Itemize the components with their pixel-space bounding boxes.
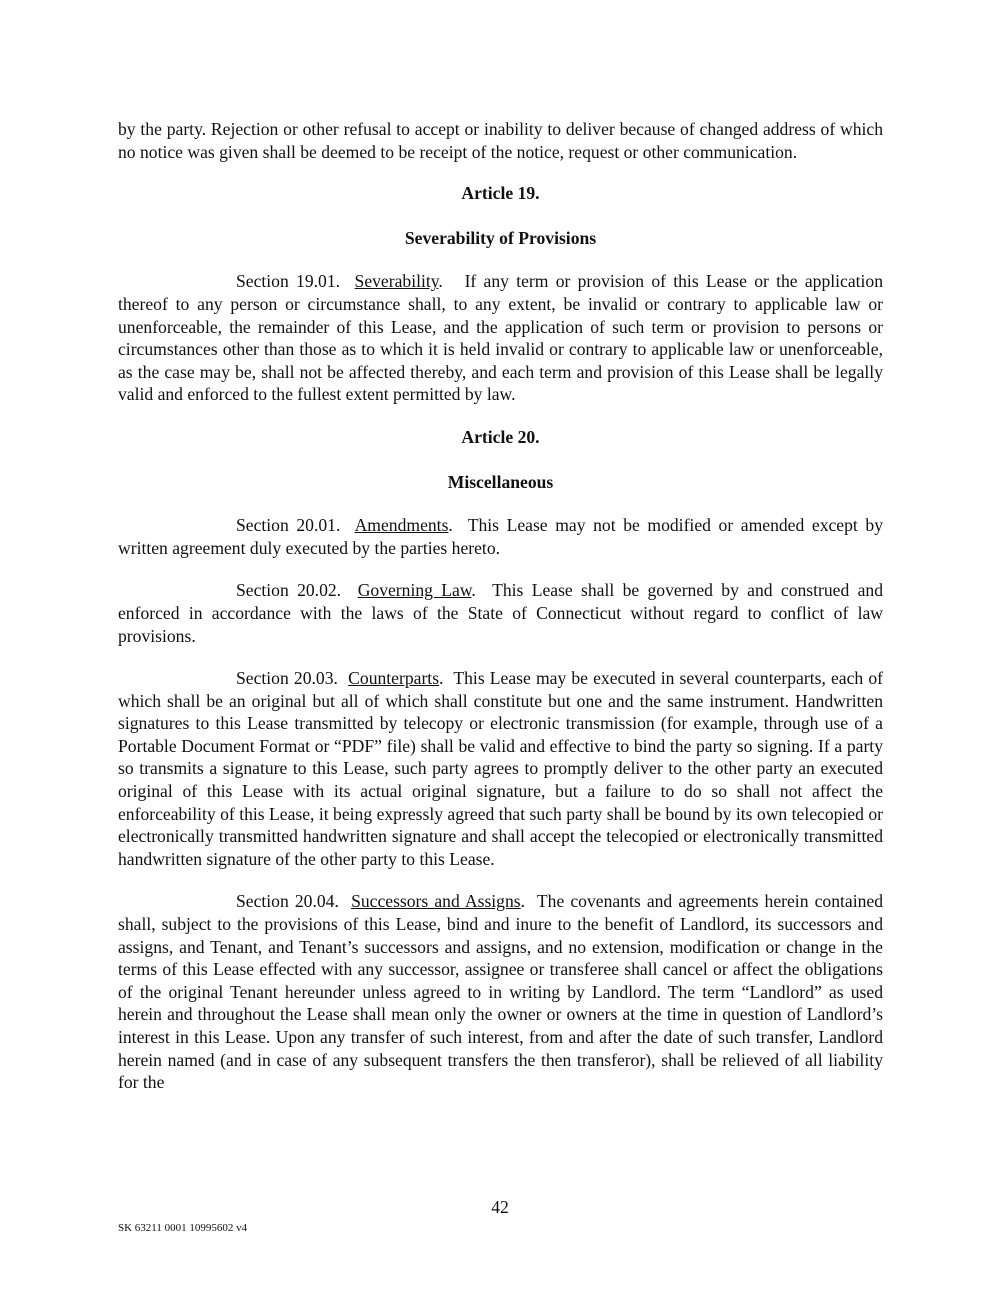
section-body: If any term or provision of this Lease or the application thereof to any person or circumstance shall, to any extent, be invalid or contrary to applicable law or unenforceable, the remainder of this Lease, and the application of such term or provision to persons or circumstances other than those as to which it is held invalid or contrary to applicable law or unenforceable, as the case may be, shall not be affected thereby, and each term and provision of this Lease shall be legally valid and enforced to the fullest extent permitted by law.: [118, 271, 884, 405]
section-20-01: Section 20.01. Amendments. This Lease may not be modified or amended except by written agreement duly executed by the parties hereto.: [118, 515, 883, 558]
section-heading-governing-law: Governing Law: [357, 580, 472, 601]
section-prefix: Section 20.03.: [236, 668, 338, 689]
section-20-03: Section 20.03. Counterparts. This Lease may be executed in several counterparts, each of which shall be an original but all of which shall constitute but one and the same instrument. Handwritten signatures to this Lease transmitted by telecopy or electronic transmission (for example, through use of a Portable Document Format or “PDF” file) shall be valid and effective to bind the party so signing. If a party so transmits a signature to this Lease, such party agrees to promptly deliver to the other party an executed original of this Lease with its actual original signature, but a failure to do so shall not affect the enforceability of this Lease, it being expressly agreed that such party shall be bound by its own telecopied or electronically transmitted handwritten signature and shall accept the telecopied or electronically transmitted handwritten signature of the other party to this Lease.: [118, 668, 883, 869]
section-body: This Lease may not be modified or amended except by written agreement duly executed by the parties hereto.: [118, 515, 883, 558]
section-heading-successors-and-assigns: Successors and Assigns: [351, 891, 521, 912]
section-body: This Lease shall be governed by and construed and enforced in accordance with the laws of the State of Connecticut without regard to conflict of law provisions.: [118, 580, 884, 646]
article-20-number: Article 20.: [461, 426, 540, 447]
section-prefix: Section 20.02.: [236, 580, 342, 601]
article-19-number: Article 19.: [461, 183, 540, 204]
section-20-04: Section 20.04. Successors and Assigns. The covenants and agreements herein contained shall, subject to the provisions of this Lease, bind and inure to the benefit of Landlord, its successors and assigns, and Tenant, and Tenant’s successors and assigns, and no extension, modification or change in the terms of this Lease effected with any successor, assignee or transferee shall cancel or affect the obligations of the original Tenant hereunder unless agreed to in writing by Landlord. The term “Landlord” as used herein and throughout the Lease shall mean only the owner or owners at the time in question of Landlord’s interest in this Lease. Upon any transfer of such interest, from and after the date of such transfer, Landlord herein named (and in case of any subsequent transfers the then transferor), shall be relieved of all liability for the: [118, 891, 883, 1093]
article-19-title: Severability of Provisions: [404, 227, 597, 248]
section-body: The covenants and agreements herein contained shall, subject to the provisions of this Lease, bind and inure to the benefit of Landlord, its successors and assigns, and Tenant, and Tenant’s successors and assigns, and no extension, modification or change in the terms of this Lease effected with any successor, assignee or transferee shall cancel or affect the obligations of the original Tenant hereunder unless agreed to in writing by Landlord. The term “Landlord” as used herein and throughout the Lease shall mean only the owner or owners at the time in question of Landlord’s interest in this Lease. Upon any transfer of such interest, from and after the date of such transfer, Landlord herein named (and in case of any subsequent transfers the then transferor), shall be relieved of all liability for the: [118, 891, 883, 1093]
section-prefix: Section 20.04.: [236, 891, 339, 912]
section-heading-amendments: Amendments: [354, 515, 449, 536]
page-number: 42: [491, 1197, 509, 1217]
continued-paragraph: by the party. Rejection or other refusal to accept or inability to deliver because of changed address of which no notice was given shall be deemed to be receipt of the notice, request or other communication.: [118, 119, 883, 162]
section-heading-counterparts: Counterparts: [348, 668, 440, 689]
document-id: SK 63211 0001 10995602 v4: [118, 1222, 248, 1234]
document-page: [118, 118, 883, 1114]
section-19-01: Section 19.01. Severability. If any term or provision of this Lease or the application thereof to any person or circumstance shall, to any extent, be invalid or contrary to applicable law or unenforceable, the remainder of this Lease, and the application of such term or provision to persons or circumstances other than those as to which it is held invalid or contrary to applicable law or unenforceable, as the case may be, shall not be affected thereby, and each term and provision of this Lease shall be legally valid and enforced to the fullest extent permitted by law.: [118, 271, 884, 405]
section-heading-severability: Severability: [354, 271, 439, 292]
section-prefix: Section 19.01.: [236, 271, 341, 292]
section-prefix: Section 20.01.: [236, 515, 341, 536]
section-body: This Lease may be executed in several counterparts, each of which shall be an original but all of which shall constitute but one and the same instrument. Handwritten signatures to this Lease transmitted by telecopy or electronic transmission (for example, through use of a Portable Document Format or “PDF” file) shall be valid and effective to bind the party so signing. If a party so transmits a signature to this Lease, such party agrees to promptly deliver to the other party an executed original of this Lease with its actual original signature, but a failure to do so shall not affect the enforceability of this Lease, it being expressly agreed that such party shall be bound by its own telecopied or electronically transmitted handwritten signature and shall accept the telecopied or electronically transmitted handwritten signature of the other party to this Lease.: [118, 668, 883, 869]
section-20-02: Section 20.02. Governing Law. This Lease shall be governed by and construed and enforced in accordance with the laws of the State of Connecticut without regard to conflict of law provisions.: [118, 580, 884, 646]
article-20-title: Miscellaneous: [447, 471, 554, 492]
